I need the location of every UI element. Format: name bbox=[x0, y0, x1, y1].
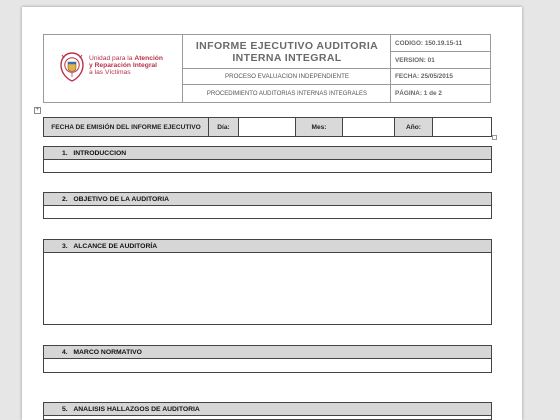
section-5-number: 5. bbox=[62, 405, 68, 413]
title-cell bbox=[183, 35, 391, 102]
document-page bbox=[22, 7, 522, 420]
version-label: VERSION: 01 bbox=[391, 52, 490, 69]
dia-label: Día: bbox=[209, 118, 239, 136]
logo-line1-bold: Atención bbox=[134, 55, 163, 62]
section-4-number: 4. bbox=[62, 348, 68, 356]
logo-cell bbox=[44, 35, 183, 102]
document-header-table bbox=[43, 34, 491, 103]
document-title bbox=[183, 35, 391, 69]
anio-label: Año: bbox=[395, 118, 433, 136]
pagina-label: PÁGINA: 1 de 2 bbox=[395, 90, 442, 97]
colombia-seal-icon bbox=[59, 52, 85, 82]
anio-field[interactable] bbox=[433, 118, 491, 136]
mes-field[interactable] bbox=[343, 118, 395, 136]
section-3-title bbox=[43, 239, 492, 253]
dia-field[interactable] bbox=[239, 118, 296, 136]
process-label: PROCESO EVALUACION INDEPENDIENTE bbox=[183, 69, 391, 85]
logo-line1: Unidad para la bbox=[89, 55, 133, 62]
section-1-title bbox=[43, 146, 492, 160]
table-move-handle-icon[interactable]: + bbox=[35, 107, 40, 113]
table-resize-handle-icon[interactable] bbox=[492, 135, 497, 140]
title-line2: INTERNA INTEGRAL bbox=[232, 51, 342, 64]
fecha-emision-label: FECHA DE EMISIÓN DEL INFORME EJECUTIVO bbox=[44, 118, 209, 136]
section-5-label: ANALISIS HALLAZGOS DE AUDITORIA bbox=[73, 405, 200, 413]
section-3-body[interactable] bbox=[43, 253, 492, 325]
mes-label: Mes: bbox=[296, 118, 343, 136]
fecha-emision-row bbox=[43, 117, 492, 137]
section-5-title bbox=[43, 402, 492, 416]
codigo-label: CODIGO: 150.19.15-11 bbox=[391, 35, 490, 52]
section-5-body[interactable] bbox=[43, 416, 492, 420]
section-2-label: OBJETIVO DE LA AUDITORIA bbox=[73, 195, 170, 203]
title-line1: INFORME EJECUTIVO AUDITORIA bbox=[195, 39, 379, 52]
section-3-label: ALCANCE DE AUDITORÍA bbox=[73, 242, 158, 250]
section-1-label: INTRODUCCION bbox=[73, 149, 127, 157]
logo-text bbox=[89, 55, 181, 77]
section-2-title bbox=[43, 192, 492, 206]
section-2-number: 2. bbox=[62, 195, 68, 203]
section-1-body[interactable] bbox=[43, 160, 492, 173]
section-4-label: MARCO NORMATIVO bbox=[73, 348, 142, 356]
meta-cell bbox=[391, 35, 490, 102]
fecha-label: FECHA: 25/05/2015 bbox=[391, 69, 490, 85]
logo-line2: y Reparación Integral bbox=[89, 62, 158, 70]
section-3-number: 3. bbox=[62, 242, 68, 250]
section-2-body[interactable] bbox=[43, 206, 492, 219]
section-4-title bbox=[43, 345, 492, 359]
section-4-body[interactable] bbox=[43, 359, 492, 373]
section-1-number: 1. bbox=[62, 149, 68, 157]
logo-line3: a las Víctimas bbox=[89, 69, 131, 77]
procedure-label: PROCEDIMIENTO AUDITORIAS INTERNAS INTEGRALES bbox=[206, 90, 368, 97]
